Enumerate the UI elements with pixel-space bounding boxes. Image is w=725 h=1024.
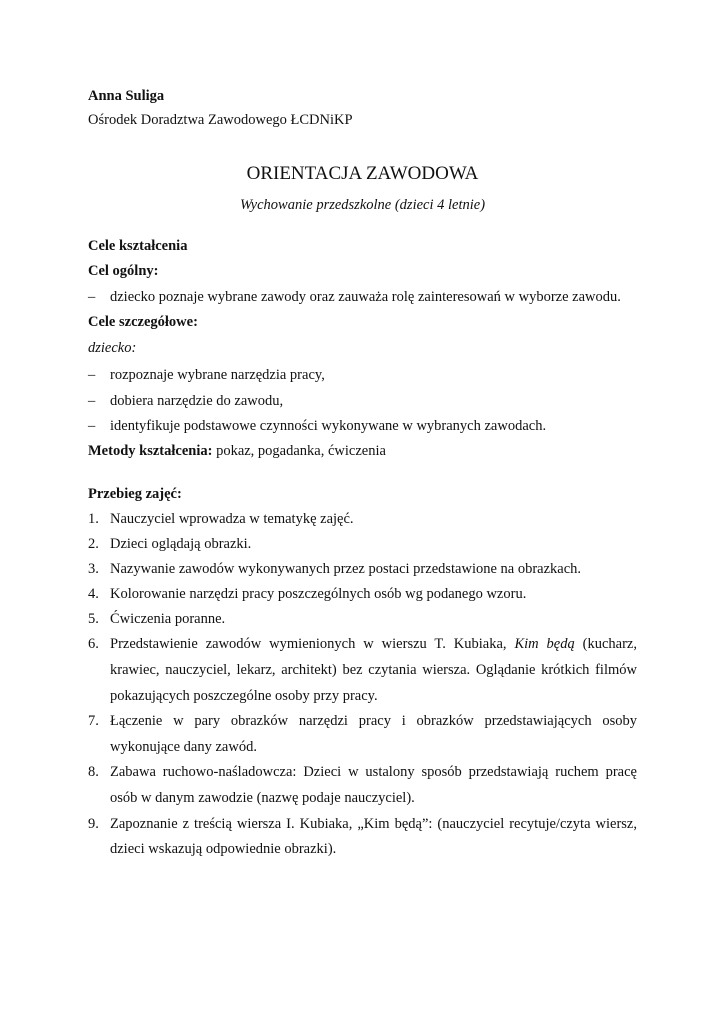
- specific-goal-dash: –: [88, 393, 96, 409]
- step-number: 2.: [88, 536, 99, 552]
- specific-goal-item: identyfikuje podstawowe czynności wykonywane w wybranych zawodach.: [110, 418, 547, 434]
- step-line: Łączenie w pary obrazków narzędzi pracy i obrazków przedstawiających osoby: [110, 713, 637, 729]
- step-number: 4.: [88, 586, 99, 602]
- specific-goal-dash: –: [88, 367, 96, 383]
- course-heading: Przebieg zajęć:: [88, 486, 182, 502]
- goals-heading: Cele kształcenia: [88, 238, 188, 254]
- step-line: Dzieci oglądają obrazki.: [110, 536, 252, 552]
- document-title: ORIENTACJA ZAWODOWA: [246, 163, 479, 184]
- step-number: 9.: [88, 816, 99, 832]
- general-goal-heading: Cel ogólny:: [88, 263, 159, 279]
- document-subtitle: Wychowanie przedszkolne (dzieci 4 letnie): [239, 197, 486, 213]
- poem-title: Kim będą: [514, 636, 575, 652]
- step-number: 7.: [88, 713, 99, 729]
- step-line: Ćwiczenia poranne.: [110, 611, 226, 627]
- specific-goal-item: dobiera narzędzie do zawodu,: [110, 393, 284, 409]
- step-line: Zabawa ruchowo-naśladowcza: Dzieci w ustalony sposób przedstawiają ruchem pracę: [110, 764, 637, 780]
- step-line: Kolorowanie narzędzi pracy poszczególnych osób wg podanego wzoru.: [110, 586, 527, 602]
- step-line: osób w danym zawodzie (nazwę podaje nauczyciel).: [110, 790, 415, 806]
- step-line: dzieci wskazują odpowiednie obrazki).: [110, 841, 337, 857]
- specific-goal-item: rozpoznaje wybrane narzędzia pracy,: [110, 367, 325, 383]
- step-number: 8.: [88, 764, 99, 780]
- step-6-text-pre: Przedstawienie zawodów wymienionych w wierszu T. Kubiaka,: [110, 636, 515, 652]
- general-goal-item: dziecko poznaje wybrane zawody oraz zauważa rolę zainteresowań w wyborze zawodu.: [110, 289, 621, 305]
- methods-text: pokaz, pogadanka, ćwiczenia: [212, 443, 386, 459]
- step-number: 6.: [88, 636, 99, 652]
- author-institution: Ośrodek Doradztwa Zawodowego ŁCDNiKP: [88, 112, 353, 128]
- methods-line: [88, 442, 386, 460]
- step-line: pokazujących poszczególne osoby przy pracy.: [110, 688, 378, 704]
- step-line: krawiec, nauczyciel, lekarz, architekt) bez czytania wiersza. Oglądanie krótkich filmów: [110, 662, 637, 678]
- specific-goals-intro: dziecko:: [88, 340, 137, 356]
- methods-label: Metody kształcenia:: [88, 443, 213, 459]
- step-line: Zapoznanie z treścią wiersza I. Kubiaka, „Kim będą”: (nauczyciel recytuje/czyta wiersz,: [110, 816, 637, 832]
- author-name: Anna Suliga: [88, 88, 165, 104]
- step-line: Nauczyciel wprowadza w tematykę zajęć.: [110, 511, 354, 527]
- step-6-text-post: (kucharz,: [574, 636, 637, 652]
- step-line: [110, 635, 637, 653]
- general-goal-dash: –: [88, 289, 96, 305]
- step-number: 5.: [88, 611, 99, 627]
- specific-goal-dash: –: [88, 418, 96, 434]
- step-number: 3.: [88, 561, 99, 577]
- step-number: 1.: [88, 511, 99, 527]
- step-line: wykonujące dany zawód.: [110, 739, 257, 755]
- specific-goals-heading: Cele szczegółowe:: [88, 314, 198, 330]
- step-line: Nazywanie zawodów wykonywanych przez postaci przedstawione na obrazkach.: [110, 561, 582, 577]
